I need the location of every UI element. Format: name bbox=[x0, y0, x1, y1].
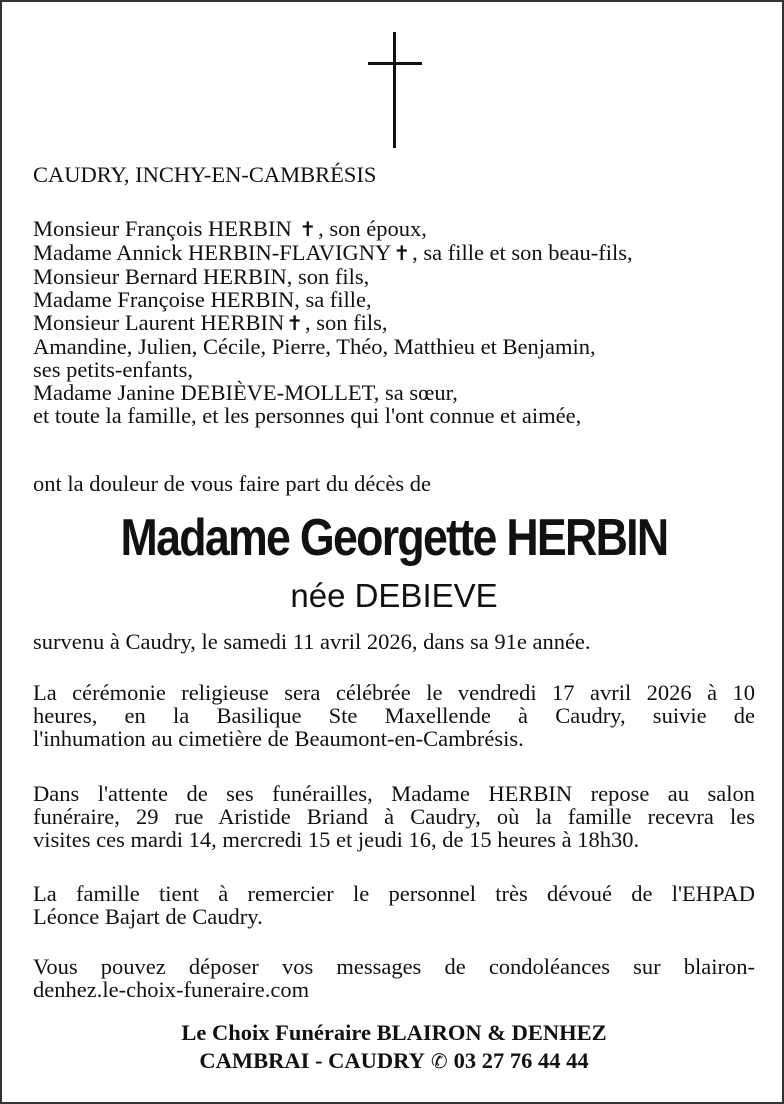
condolences-line: Vous pouvez déposer vos messages de condoléances sur blairon- bbox=[33, 954, 755, 979]
death-info bbox=[33, 630, 591, 653]
thanks-line: Léonce Bajart de Caudry. bbox=[33, 904, 263, 929]
deceased-cross-icon: ✝ bbox=[286, 311, 303, 335]
funeral-home-contact bbox=[2, 1048, 784, 1074]
family-member: ses petits-enfants, bbox=[33, 357, 193, 382]
family-member: Madame Annick HERBIN-FLAVIGNY ✝, sa fille et son beau-fils, bbox=[33, 240, 633, 265]
viewing-line: funéraire, 29 rue Aristide Briand à Caudry, où la famille recevra les bbox=[33, 804, 755, 829]
announcement bbox=[33, 472, 431, 495]
viewing-paragraph bbox=[33, 782, 755, 851]
family-member: Madame Janine DEBIÈVE-MOLLET, sa sœur, bbox=[33, 380, 458, 405]
announcement-text: ont la douleur de vous faire part du décès de bbox=[33, 471, 431, 496]
funeral-home-name: Le Choix Funéraire BLAIRON & DENHEZ bbox=[181, 1020, 607, 1045]
death-info-text: survenu à Caudry, le samedi 11 avril 2026, dans sa 91e année. bbox=[33, 629, 591, 654]
thanks-paragraph bbox=[33, 882, 755, 928]
ceremony-line: La cérémonie religieuse sera célébrée le vendredi 17 avril 2026 à 10 bbox=[33, 680, 755, 705]
family-list bbox=[33, 217, 633, 427]
thanks-line: La famille tient à remercier le personnel très dévoué de l'EHPAD bbox=[33, 881, 755, 906]
deceased-cross-icon: ✝ bbox=[393, 241, 411, 265]
family-member: et toute la famille, et les personnes qui l'ont connue et aimée, bbox=[33, 403, 582, 428]
phone-number[interactable]: 03 27 76 44 44 bbox=[453, 1048, 589, 1073]
ceremony-paragraph bbox=[33, 681, 755, 750]
family-member: Monsieur Bernard HERBIN, son fils, bbox=[33, 264, 370, 289]
family-member: Madame Françoise HERBIN, sa fille, bbox=[33, 287, 372, 312]
cities-text: CAMBRAI - CAUDRY bbox=[199, 1048, 425, 1073]
ceremony-line: l'inhumation au cimetière de Beaumont-en-Cambrésis. bbox=[33, 726, 524, 751]
family-member: Amandine, Julien, Cécile, Pierre, Théo, Matthieu et Benjamin, bbox=[33, 334, 596, 359]
family-member: Monsieur Laurent HERBIN ✝, son fils, bbox=[33, 310, 388, 335]
deceased-name: Madame Georgette HERBIN bbox=[120, 509, 668, 567]
maiden-name: née DEBIEVE bbox=[290, 577, 498, 614]
deceased-cross-icon: ✝ bbox=[299, 217, 317, 241]
condolences-link[interactable]: denhez.le-choix-funeraire.com bbox=[33, 977, 310, 1002]
ceremony-line: heures, en la Basilique Ste Maxellende à Caudry, suivie de bbox=[33, 703, 755, 728]
location-text: CAUDRY, INCHY-EN-CAMBRÉSIS bbox=[33, 162, 377, 187]
phone-icon: ✆ bbox=[430, 1049, 448, 1073]
viewing-line: visites ces mardi 14, mercredi 15 et jeudi 16, de 15 heures à 18h30. bbox=[33, 827, 640, 852]
family-member: Monsieur François HERBIN ✝, son époux, bbox=[33, 216, 427, 241]
condolences-paragraph bbox=[33, 955, 755, 1001]
location-heading bbox=[33, 163, 376, 186]
viewing-line: Dans l'attente de ses funérailles, Madame HERBIN repose au salon bbox=[33, 781, 755, 806]
cross-icon bbox=[368, 32, 422, 148]
